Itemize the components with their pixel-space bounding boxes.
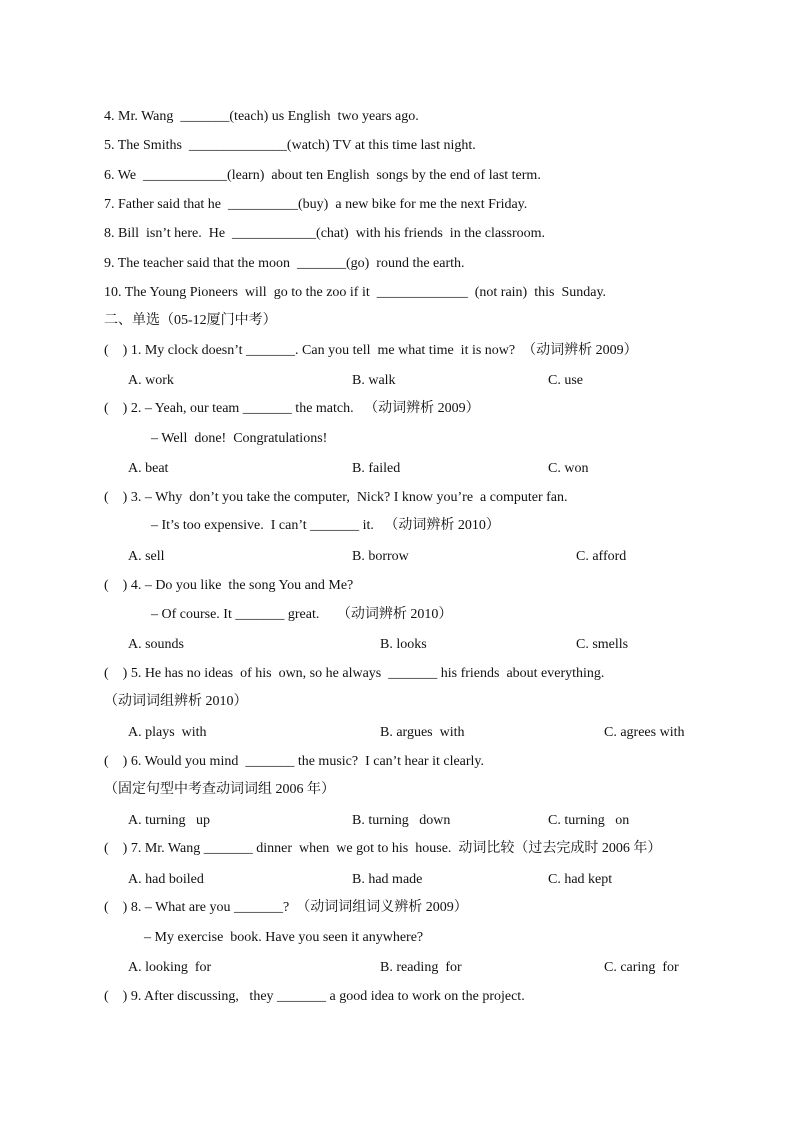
question-3: ( ) 3. – Why don’t you take the computer, Nick? I know you’re a computer fan. bbox=[104, 490, 568, 505]
question-2: ( ) 2. – Yeah, our team _______ the match. （动词辨析 2009） bbox=[104, 401, 480, 416]
q7-option-b: B. had made bbox=[352, 872, 423, 887]
question-5-note: （动词词组辨析 2010） bbox=[104, 694, 248, 709]
question-8-response: – My exercise book. Have you seen it anywhere? bbox=[144, 930, 424, 945]
q2-option-b: B. failed bbox=[352, 461, 401, 476]
fill-blank-item-7: 7. Father said that he __________(buy) a new bike for me the next Friday. bbox=[104, 197, 528, 212]
fill-blank-item-9: 9. The teacher said that the moon _______(go) round the earth. bbox=[104, 256, 465, 271]
question-9: ( ) 9. After discussing, they _______ a good idea to work on the project. bbox=[104, 989, 525, 1004]
q3-option-a: A. sell bbox=[128, 549, 165, 564]
q1-option-c: C. use bbox=[548, 373, 583, 388]
question-7: ( ) 7. Mr. Wang _______ dinner when we got to his house. 动词比较（过去完成时 2006 年） bbox=[104, 841, 662, 856]
question-4-response: – Of course. It _______ great. （动词辨析 2010） bbox=[151, 607, 453, 622]
question-1: ( ) 1. My clock doesn’t _______. Can you tell me what time it is now? （动词辨析 2009） bbox=[104, 343, 638, 358]
section-title: 二、单选（05-12厦门中考） bbox=[104, 313, 277, 328]
fill-blank-item-8: 8. Bill isn’t here. He ____________(chat) with his friends in the classroom. bbox=[104, 226, 546, 241]
question-6: ( ) 6. Would you mind _______ the music? I can’t hear it clearly. bbox=[104, 754, 485, 769]
q5-option-a: A. plays with bbox=[128, 725, 207, 740]
q7-option-c: C. had kept bbox=[548, 872, 613, 887]
question-8: ( ) 8. – What are you _______? （动词词组词义辨析 2009） bbox=[104, 900, 468, 915]
q1-option-a: A. work bbox=[128, 373, 174, 388]
question-6-note: （固定句型中考查动词词组 2006 年） bbox=[104, 782, 335, 797]
q7-option-a: A. had boiled bbox=[128, 872, 204, 887]
q2-option-a: A. beat bbox=[128, 461, 169, 476]
fill-blank-item-4: 4. Mr. Wang _______(teach) us English two years ago. bbox=[104, 109, 419, 124]
q4-option-c: C. smells bbox=[576, 637, 629, 652]
q4-option-b: B. looks bbox=[380, 637, 427, 652]
q4-option-a: A. sounds bbox=[128, 637, 185, 652]
fill-blank-item-5: 5. The Smiths ______________(watch) TV at this time last night. bbox=[104, 138, 476, 153]
question-5: ( ) 5. He has no ideas of his own, so he always _______ his friends about everything. bbox=[104, 666, 605, 681]
q1-option-b: B. walk bbox=[352, 373, 396, 388]
q6-option-a: A. turning up bbox=[128, 813, 211, 828]
q5-option-b: B. argues with bbox=[380, 725, 465, 740]
q3-option-c: C. afford bbox=[576, 549, 627, 564]
q6-option-b: B. turning down bbox=[352, 813, 451, 828]
q5-option-c: C. agrees with bbox=[604, 725, 685, 740]
q8-option-c: C. caring for bbox=[604, 960, 679, 975]
question-4: ( ) 4. – Do you like the song You and Me? bbox=[104, 578, 354, 593]
q3-option-b: B. borrow bbox=[352, 549, 409, 564]
q6-option-c: C. turning on bbox=[548, 813, 630, 828]
fill-blank-item-10: 10. The Young Pioneers will go to the zoo if it _____________ (not rain) this Sunday. bbox=[104, 285, 607, 300]
fill-blank-item-6: 6. We ____________(learn) about ten English songs by the end of last term. bbox=[104, 168, 541, 183]
q2-option-c: C. won bbox=[548, 461, 589, 476]
q8-option-b: B. reading for bbox=[380, 960, 462, 975]
q8-option-a: A. looking for bbox=[128, 960, 212, 975]
question-3-response: – It’s too expensive. I can’t _______ it. （动词辨析 2010） bbox=[151, 518, 500, 533]
question-2-response: – Well done! Congratulations! bbox=[151, 431, 328, 446]
